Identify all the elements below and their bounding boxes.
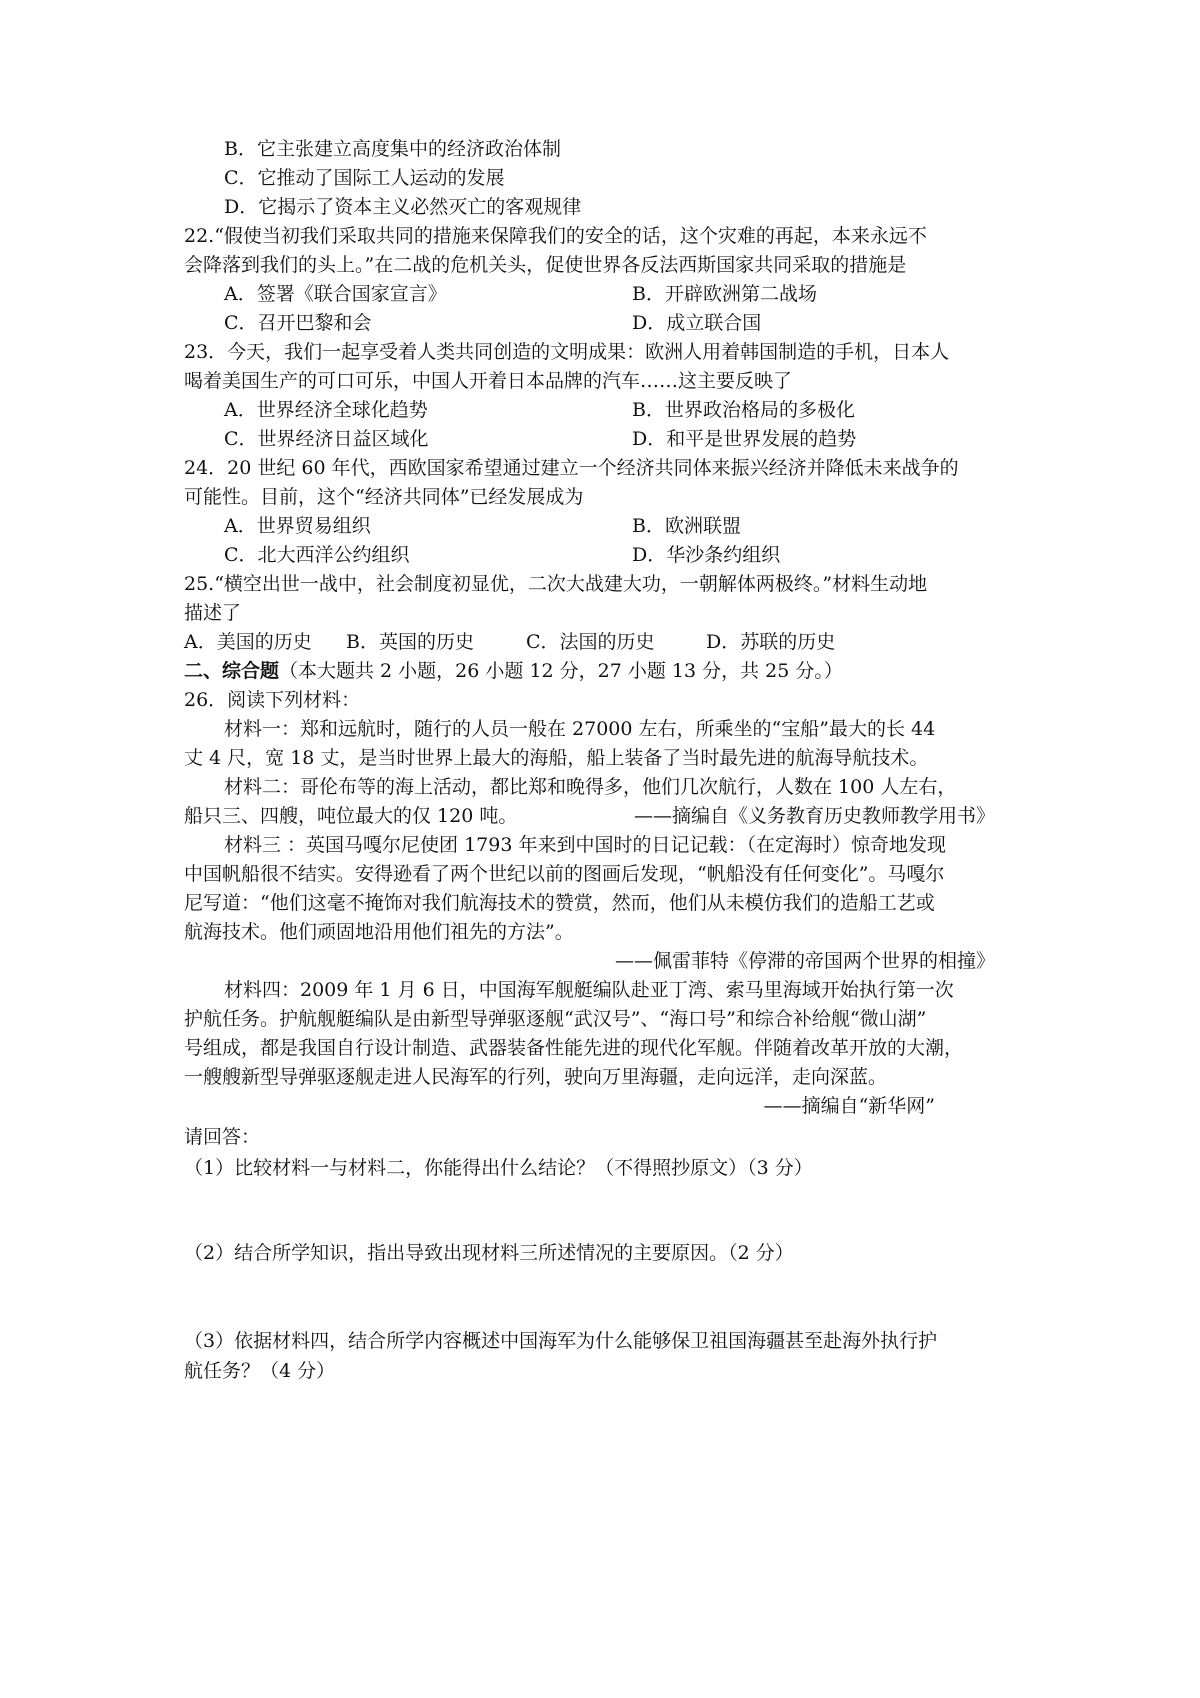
q22-option-c: C．召开巴黎和会 (224, 312, 372, 334)
sub-question-3-line1: （3）依据材料四，结合所学内容概述中国海军为什么能够保卫祖国海疆甚至赴海外执行护 (184, 1330, 938, 1352)
material3-source: ——佩雷菲特《停滞的帝国两个世界的相撞》 (614, 950, 995, 972)
q22-option-a: A．签署《联合国家宣言》 (224, 283, 447, 305)
q24-option-d: D．华沙条约组织 (632, 544, 781, 566)
sub-question-1: （1）比较材料一与材料二，你能得出什么结论？（不得照抄原文）（3 分） (184, 1157, 813, 1179)
q24-option-b: B．欧洲联盟 (632, 515, 741, 537)
material3-line2: 中国帆船很不结实。安得逊看了两个世纪以前的图画后发现，“帆船没有任何变化”。马嘎尔 (184, 863, 945, 885)
material3-line3: 尼写道：“他们这毫不掩饰对我们航海技术的赞赏，然而，他们从未模仿我们的造船工艺或 (184, 892, 935, 914)
q23-stem-line1: 23．今天，我们一起享受着人类共同创造的文明成果：欧洲人用着韩国制造的手机，日本人 (184, 341, 950, 363)
q24-stem-line1: 24．20 世纪 60 年代，西欧国家希望通过建立一个经济共同体来振兴经济并降低未来战争的 (184, 457, 959, 479)
sub-question-2: （2）结合所学知识，指出导致出现材料三所述情况的主要原因。（2 分） (184, 1242, 794, 1264)
answer-prompt: 请回答： (184, 1126, 261, 1148)
section2-heading (184, 658, 843, 684)
material2-source: ——摘编自《义务教育历史教师教学用书》 (633, 805, 995, 827)
q23-stem-line2: 喝着美国生产的可口可乐，中国人开着日本品牌的汽车……这主要反映了 (184, 370, 793, 392)
material1-line1: 材料一：郑和远航时，随行的人员一般在 27000 左右，所乘坐的“宝船”最大的长 44 (224, 718, 936, 740)
q22-stem-line2: 会降落到我们的头上。”在二战的危机关头，促使世界各反法西斯国家共同采取的措施是 (184, 254, 907, 276)
material3-line4: 航海技术。他们顽固地沿用他们祖先的方法”。 (184, 921, 574, 943)
section2-title: 二、综合题 (184, 660, 280, 682)
material4-line1: 材料四：2009 年 1 月 6 日，中国海军舰艇编队赴亚丁湾、索马里海域开始执行第一次 (224, 979, 954, 1001)
material2-line1: 材料二：哥伦布等的海上活动，都比郑和晚得多，他们几次航行，人数在 100 人左右， (224, 776, 957, 798)
q23-option-b: B．世界政治格局的多极化 (632, 399, 855, 421)
material1-line2: 丈 4 尺，宽 18 丈，是当时世界上最大的海船，船上装备了当时最先进的航海导航技术。 (184, 747, 929, 769)
q22-option-d: D．成立联合国 (632, 312, 762, 334)
q25-option-c: C．法国的历史 (526, 631, 655, 653)
material4-source: ——摘编自“新华网” (763, 1095, 935, 1117)
sub-question-3-line2: 航任务？（4 分） (184, 1360, 336, 1382)
q21-option-d: D．它揭示了资本主义必然灭亡的客观规律 (224, 196, 582, 218)
q22-stem-line1: 22.“假使当初我们采取共同的措施来保障我们的安全的话，这个灾难的再起，本来永远不 (184, 225, 927, 247)
q23-option-d: D．和平是世界发展的趋势 (632, 428, 857, 450)
q24-option-c: C．北大西洋公约组织 (224, 544, 410, 566)
material4-line3: 号组成，都是我国自行设计制造、武器装备性能先进的现代化军舰。伴随着改革开放的大潮， (184, 1037, 964, 1059)
q24-stem-line2: 可能性。目前，这个“经济共同体”已经发展成为 (184, 486, 584, 508)
q24-option-a: A．世界贸易组织 (224, 515, 371, 537)
section2-note: （本大题共 2 小题，26 小题 12 分，27 小题 13 分，共 25 分。） (279, 660, 843, 682)
q25-option-a: A．美国的历史 (184, 631, 312, 653)
q23-option-a: A．世界经济全球化趋势 (224, 399, 428, 421)
material3-line1: 材料三 ：英国马嘎尔尼使团 1793 年来到中国时的日记记载：（在定海时）惊奇地发现 (224, 834, 946, 856)
material4-line2: 护航任务。护航舰艇编队是由新型导弹驱逐舰“武汉号”、“海口号”和综合补给舰“微山湖” (184, 1008, 927, 1030)
material2-line2: 船只三、四艘，吨位最大的仅 120 吨。 (184, 805, 518, 827)
q25-stem-line1: 25.“横空出世一战中，社会制度初显优，二次大战建大功，一朝解体两极终。”材料生动地 (184, 573, 928, 595)
material4-line4: 一艘艘新型导弹驱逐舰走进人民海军的行列，驶向万里海疆，走向远洋，走向深蓝。 (184, 1066, 888, 1088)
q25-option-b: B．英国的历史 (346, 631, 474, 653)
q25-option-d: D．苏联的历史 (706, 631, 836, 653)
q25-stem-line2: 描述了 (184, 602, 242, 624)
q21-option-b: B．它主张建立高度集中的经济政治体制 (224, 138, 561, 160)
q26-intro: 26．阅读下列材料： (184, 689, 361, 711)
q21-option-c: C．它推动了国际工人运动的发展 (224, 167, 505, 189)
q22-option-b: B．开辟欧洲第二战场 (632, 283, 817, 305)
q23-option-c: C．世界经济日益区域化 (224, 428, 429, 450)
